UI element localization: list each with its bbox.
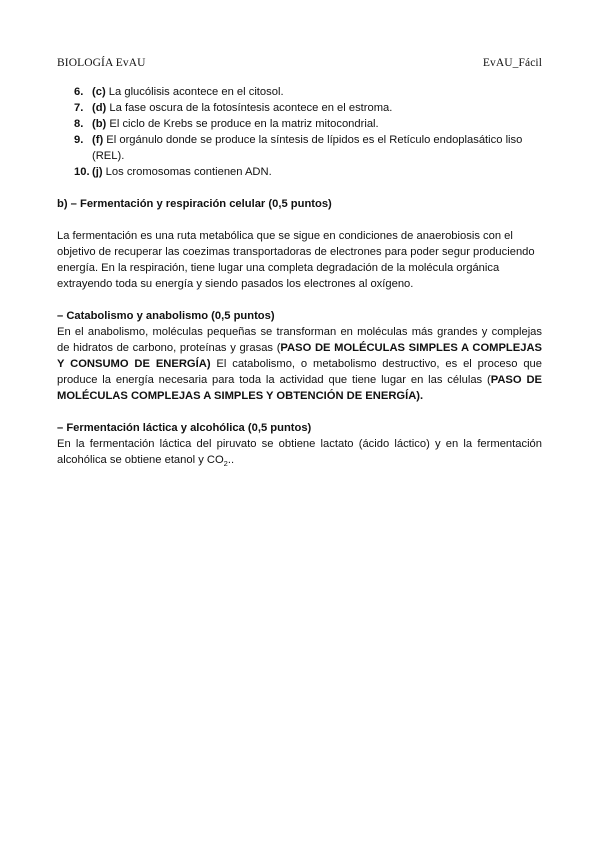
list-item <box>57 100 542 116</box>
item-text: La fase oscura de la fotosíntesis acontece en el estroma. <box>109 102 393 114</box>
section-b-title: b) – Fermentación y respiración celular (0,5 puntos) <box>57 198 332 210</box>
item-key: (c) <box>92 86 106 98</box>
answer-list <box>57 84 542 180</box>
fermentacion-end: .. <box>227 454 235 466</box>
header-left: BIOLOGÍA EvAU <box>57 57 146 69</box>
catabolismo-text-1: En el anabolismo, moléculas pequeñas se transforman en moléculas más grandes y complejas de hidratos de carbono, proteínas y grasas ( <box>57 326 542 354</box>
item-text: El orgánulo donde se produce la síntesis de lípidos es el Retículo endoplasático liso (REL). <box>92 134 523 162</box>
catabolismo-text-2: El catabolismo, o metabolismo destructivo, es el proceso que produce la energía necesaria para toda la actividad que tiene lugar en las células ( <box>57 358 542 386</box>
item-number: 9. <box>74 134 84 146</box>
list-item <box>57 164 542 180</box>
fermentacion-paragraph <box>57 436 542 468</box>
list-item <box>57 132 542 164</box>
list-item <box>57 116 542 132</box>
item-key: (f) <box>92 134 104 146</box>
co2-subscript: 2 <box>223 459 228 469</box>
catabolismo-paragraph <box>57 324 542 404</box>
section-b-paragraph: La fermentación es una ruta metabólica que se sigue en condiciones de anaerobiosis con el objetivo de recuperar las coezimas transportadoras de electrones para poder segur produciendo energía. En la respiración, tiene lugar una completa degradación de la molécula orgánica extrayendo toda su energía y siendo pasados los electrones al oxígeno. <box>57 230 535 290</box>
header-right: EvAU_Fácil <box>482 57 542 69</box>
document-body <box>57 84 542 468</box>
item-number: 7. <box>74 102 84 114</box>
item-number: 8. <box>74 118 84 130</box>
catabolismo-bold-2: PASO DE MOLÉCULAS COMPLEJAS A SIMPLES Y OBTENCIÓN DE ENERGÍA). <box>57 374 542 402</box>
fermentacion-title: – Fermentación láctica y alcohólica (0,5 puntos) <box>57 422 312 434</box>
item-key: (j) <box>92 166 103 178</box>
item-text: Los cromosomas contienen ADN. <box>105 166 272 178</box>
page-header <box>57 57 542 69</box>
item-key: (b) <box>92 118 107 130</box>
fermentacion-text: En la fermentación láctica del piruvato se obtiene lactato (ácido láctico) y en la fermentación alcohólica se obtiene etanol y CO <box>57 438 542 466</box>
catabolismo-bold-1: PASO DE MOLÉCULAS SIMPLES A COMPLEJAS Y CONSUMO DE ENERGÍA) <box>57 342 542 370</box>
catabolismo-title: – Catabolismo y anabolismo (0,5 puntos) <box>57 310 275 322</box>
item-text: La glucólisis acontece en el citosol. <box>108 86 284 98</box>
list-item <box>57 84 542 100</box>
item-text: El ciclo de Krebs se produce en la matriz mitocondrial. <box>109 118 379 130</box>
item-key: (d) <box>92 102 107 114</box>
item-number: 6. <box>74 86 84 98</box>
item-number: 10. <box>74 166 90 178</box>
